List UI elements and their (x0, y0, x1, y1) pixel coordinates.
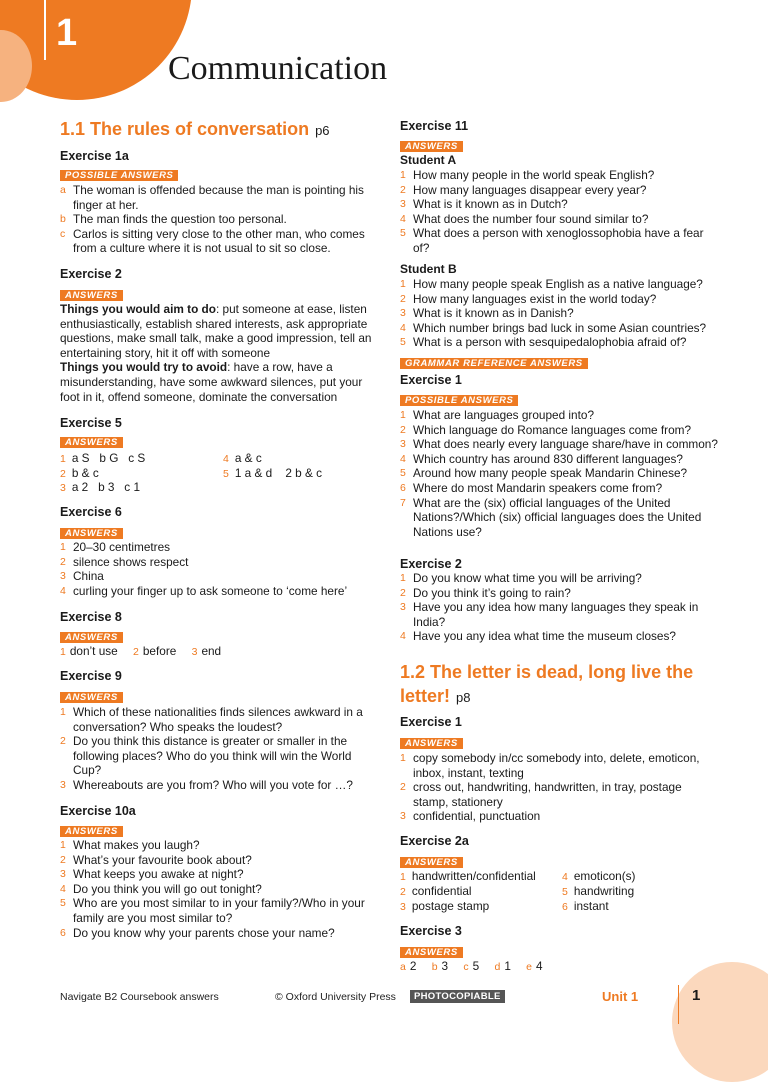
answers-tag: ANSWERS (60, 528, 123, 539)
list-item: 2 confidential (400, 884, 472, 898)
list-item: 1 How many people in the world speak English? (400, 168, 655, 182)
exercise-2-answers: Things you would aim to do: put someone at ease, listen enthusiastically, establish shared interests, ask appropriate questions, make small talk, make a good impression, tell an entertaining story, hit it off with someone Things you would try to avoid: have a row, have a misunderstanding, have some awkward silences, put your foot in it, offend someone, dominate the conversation (60, 302, 372, 404)
list-item: 1 How many people speak English as a native language? (400, 277, 703, 291)
answers-tag: ANSWERS (60, 632, 123, 643)
photocopiable-badge: PHOTOCOPIABLE (410, 990, 505, 1003)
unit-badge-divider (44, 0, 46, 60)
list-item: 6 Do you know why your parents chose your name? (60, 925, 335, 940)
student-a-label: Student A (400, 153, 457, 167)
answers-tag: ANSWERS (60, 437, 123, 448)
page-title: Communication (168, 50, 388, 87)
exercise-10a-title: Exercise 10a (60, 804, 136, 818)
list-item: 2 How many languages disappear every year? (400, 182, 647, 197)
list-item: c Carlos is sitting very close to the other man, who comes from a culture where it is not usual to sit so close. (60, 226, 365, 256)
exercise-6-answers (60, 540, 378, 598)
list-item: 3 Have you any idea how many languages they speak in India? (400, 600, 699, 629)
exercise-1a-title: Exercise 1a (60, 149, 129, 163)
section-page-ref: p8 (456, 690, 471, 705)
list-item: 1 What are languages grouped into? (400, 408, 595, 422)
exercise-2-title: Exercise 2 (60, 267, 122, 281)
list-item: 1 Which of these nationalities finds silences awkward in a conversation? Who speaks the loudest? (60, 705, 363, 734)
list-item: 3 China (60, 569, 104, 584)
exercise-8-title: Exercise 8 (60, 610, 122, 624)
list-item: a The woman is offended because the man is pointing his finger at her. (60, 183, 364, 212)
exercise-9-answers (60, 705, 378, 793)
grammar-reference-tag: GRAMMAR REFERENCE ANSWERS (400, 358, 588, 369)
answers-tag: ANSWERS (400, 947, 463, 958)
list-item: 1 20–30 centimetres (60, 540, 171, 554)
list-item: 5 Around how many people speak Mandarin Chinese? (400, 466, 688, 481)
list-item: 2 How many languages exist in the world today? (400, 291, 657, 306)
list-item: 2 Which language do Romance languages come from? (400, 422, 692, 437)
list-item: 1 handwritten/confidential (400, 869, 536, 883)
exercise-10a-answers (60, 838, 378, 940)
list-item: 1 What makes you laugh? (60, 838, 200, 852)
list-item: 6 Where do most Mandarin speakers come from? (400, 480, 663, 495)
list-item: 5 1 a & d 2 b & c (223, 465, 323, 480)
answers-tag: POSSIBLE ANSWERS (60, 170, 178, 181)
list-item: 3 What is it known as in Danish? (400, 306, 574, 321)
list-item: 4 Do you think you will go out tonight? (60, 881, 262, 896)
list-item: 4 a & c (223, 451, 262, 465)
footer-book-title: Navigate B2 Coursebook answers (60, 991, 219, 1003)
unit-number: 1 (56, 12, 78, 54)
footer-divider (678, 985, 679, 1024)
footer-page-circle (672, 962, 768, 1082)
student-b-label: Student B (400, 262, 457, 276)
list-item: 2 silence shows respect (60, 554, 189, 569)
grammar-exercise-2-answers (400, 571, 720, 644)
section-2-exercise-1-answers (400, 751, 720, 824)
answers-tag: ANSWERS (400, 141, 463, 152)
list-item: 1 copy somebody in/cc somebody into, delete, emoticon, inbox, instant, texting (400, 751, 700, 780)
answers-tag: POSSIBLE ANSWERS (400, 395, 518, 406)
list-item: 4 Which number brings bad luck in some Asian countries? (400, 320, 707, 335)
list-item: 4 emoticon(s) (562, 869, 636, 883)
list-item: 4 What does the number four sound similar to? (400, 211, 649, 226)
list-item: b The man finds the question too personal. (60, 212, 287, 227)
footer-copyright: © Oxford University Press (275, 991, 396, 1003)
section-2-exercise-2a-title: Exercise 2a (400, 834, 469, 848)
list-item: 3 confidential, punctuation (400, 809, 541, 824)
answers-tag: ANSWERS (60, 290, 123, 301)
grammar-exercise-1-title: Exercise 1 (400, 373, 462, 387)
answers-tag: ANSWERS (60, 692, 123, 703)
list-item: 3 a 2 b 3 c 1 (60, 480, 141, 495)
answers-tag: ANSWERS (60, 826, 123, 837)
list-item: 2 cross out, handwriting, handwritten, in tray, postage stamp, stationery (400, 780, 682, 809)
section-title-1-1: 1.1 The rules of conversation p6 (60, 119, 330, 139)
list-item: 1 a S b G c S (60, 451, 146, 465)
exercise-11-student-b-answers (400, 277, 720, 350)
exercise-9-title: Exercise 9 (60, 669, 122, 683)
answers-tag: ANSWERS (400, 738, 463, 749)
section-page-ref: p6 (315, 123, 330, 138)
list-item: 2 Do you think this distance is greater or smaller in the following places? Who do you think will win the World Cup? (60, 734, 352, 778)
section-2-exercise-3-answers: a 2 b 3 c 5 d 1 e 4 (400, 959, 543, 973)
list-item: 5 What is a person with sesquipedalophobia afraid of? (400, 335, 687, 350)
list-item: 4 Have you any idea what time the museum closes? (400, 629, 676, 644)
footer-unit-label: Unit 1 (602, 989, 639, 1004)
list-item: 5 handwriting (562, 884, 635, 898)
list-item: 3 What does nearly every language share/have in common? (400, 437, 718, 452)
list-item: 3 Whereabouts are you from? Who will you vote for …? (60, 777, 353, 792)
list-item: 2 b & c (60, 465, 99, 480)
list-item: 4 Which country has around 830 different languages? (400, 451, 683, 466)
list-item: 2 Do you think it’s going to rain? (400, 585, 571, 600)
exercise-6-title: Exercise 6 (60, 505, 122, 519)
answers-tag: ANSWERS (400, 857, 463, 868)
section-title-1-2: 1.2 The letter is dead, long live the letter! p8 (400, 662, 694, 706)
section-2-exercise-1-title: Exercise 1 (400, 715, 462, 729)
exercise-8-answers: 1 don’t use 2 before 3 end (60, 644, 222, 658)
list-item: 6 instant (562, 899, 609, 913)
list-item: 5 What does a person with xenoglossophobia have a fear of? (400, 226, 704, 255)
list-item: 1 Do you know what time you will be arriving? (400, 571, 642, 585)
list-item: 5 Who are you most similar to in your family?/Who in your family are you most similar to? (60, 896, 365, 925)
exercise-11-student-a-answers (400, 168, 720, 256)
page-number: 1 (692, 987, 701, 1004)
list-item: 4 curling your finger up to ask someone to ‘come here’ (60, 583, 348, 598)
grammar-exercise-1-answers (400, 408, 720, 539)
exercise-1a-answers (60, 183, 378, 256)
list-item: 7 What are the (six) official languages of the United Nations?/Which (six) official languages does the United Nations use? (400, 495, 702, 539)
section-2-exercise-3-title: Exercise 3 (400, 924, 462, 938)
grammar-exercise-2-title: Exercise 2 (400, 557, 462, 571)
exercise-5-title: Exercise 5 (60, 416, 122, 430)
exercise-11-title: Exercise 11 (400, 119, 469, 133)
list-item: 3 What is it known as in Dutch? (400, 197, 568, 212)
list-item: 3 postage stamp (400, 899, 490, 913)
list-item: 3 What keeps you awake at night? (60, 867, 244, 882)
list-item: 2 What’s your favourite book about? (60, 852, 252, 867)
